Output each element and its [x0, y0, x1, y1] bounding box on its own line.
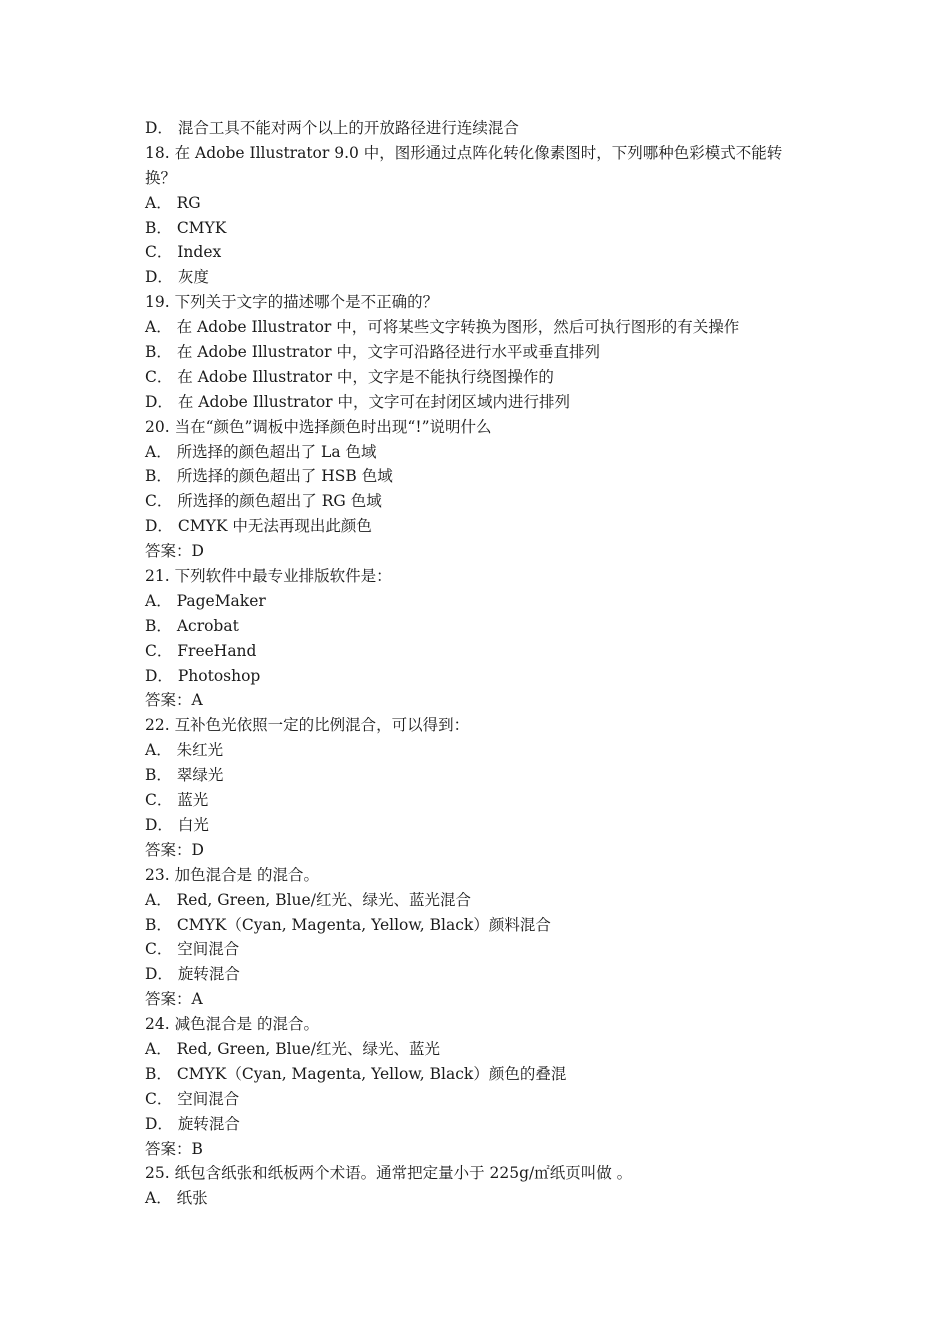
option-line: D． 白光	[145, 815, 209, 834]
option-line: A． 朱红光	[145, 741, 224, 760]
option-line: B． 翠绿光	[145, 766, 224, 785]
document-body	[145, 116, 810, 1211]
option-line: A． 在 Adobe Illustrator 中，可将某些文字转换为图形，然后可执行图形的有关操作	[145, 318, 740, 337]
option-line: D． Photoshop	[145, 666, 261, 685]
option-line: B． CMYK（Cyan, Magenta, Yellow, Black）颜料混合	[145, 915, 551, 934]
question-line: 24. 减色混合是 的混合。	[145, 1015, 320, 1034]
option-line: B． Acrobat	[145, 616, 239, 635]
question-line: 18. 在 Adobe Illustrator 9.0 中，图形通过点阵化转化像素图时，下列哪种色彩模式不能转	[145, 143, 783, 162]
option-line: D． 旋转混合	[145, 965, 240, 984]
option-line: B． CMYK（Cyan, Magenta, Yellow, Black）颜色的叠混	[145, 1064, 567, 1083]
question-line: 25. 纸包含纸张和纸板两个术语。通常把定量小于 225g/㎡纸页叫做 。	[145, 1164, 633, 1183]
option-line: D． 混合工具不能对两个以上的开放路径进行连续混合	[145, 119, 519, 137]
option-line: B． 在 Adobe Illustrator 中，文字可沿路径进行水平或垂直排列	[145, 343, 600, 362]
answer-line: 答案：A	[145, 990, 203, 1009]
option-line: C． 在 Adobe Illustrator 中，文字是不能执行绕图操作的	[145, 367, 554, 386]
answer-line: 答案：B	[145, 1139, 203, 1158]
option-line: B． CMYK	[145, 218, 227, 237]
option-line: A． Red, Green, Blue/红光、绿光、蓝光	[145, 1039, 440, 1058]
option-line: D． 在 Adobe Illustrator 中，文字可在封闭区域内进行排列	[145, 392, 571, 411]
question-line: 23. 加色混合是 的混合。	[145, 865, 320, 884]
option-line: B． 所选择的颜色超出了 HSB 色域	[145, 467, 393, 486]
option-line: D． CMYK 中无法再现出此颜色	[145, 517, 372, 536]
option-line: C． FreeHand	[145, 641, 257, 660]
option-line: A． 纸张	[145, 1189, 208, 1208]
answer-line: 答案：A	[145, 691, 203, 710]
option-line: D． 旋转混合	[145, 1114, 240, 1133]
option-line: D． 灰度	[145, 268, 209, 287]
option-line: C． 空间混合	[145, 940, 240, 959]
question-line: 20. 当在“颜色”调板中选择颜色时出现“!”说明什么	[145, 417, 492, 436]
answer-line: 答案：D	[145, 542, 204, 561]
option-line: A． RG	[145, 193, 201, 212]
option-line: A． PageMaker	[145, 591, 266, 610]
option-line: A． 所选择的颜色超出了 La 色域	[145, 442, 377, 461]
question-line: 换？	[145, 168, 177, 187]
answer-line: 答案：D	[145, 840, 204, 859]
option-line: C． 空间混合	[145, 1089, 240, 1108]
question-line: 21. 下列软件中最专业排版软件是：	[145, 567, 392, 586]
option-line: A． Red, Green, Blue/红光、绿光、蓝光混合	[145, 890, 471, 909]
question-line: 22. 互补色光依照一定的比例混合，可以得到：	[145, 716, 470, 735]
option-line: C． 所选择的颜色超出了 RG 色域	[145, 492, 382, 511]
option-line: C． Index	[145, 243, 222, 262]
option-line: C． 蓝光	[145, 791, 209, 810]
question-line: 19. 下列关于文字的描述哪个是不正确的？	[145, 293, 439, 312]
